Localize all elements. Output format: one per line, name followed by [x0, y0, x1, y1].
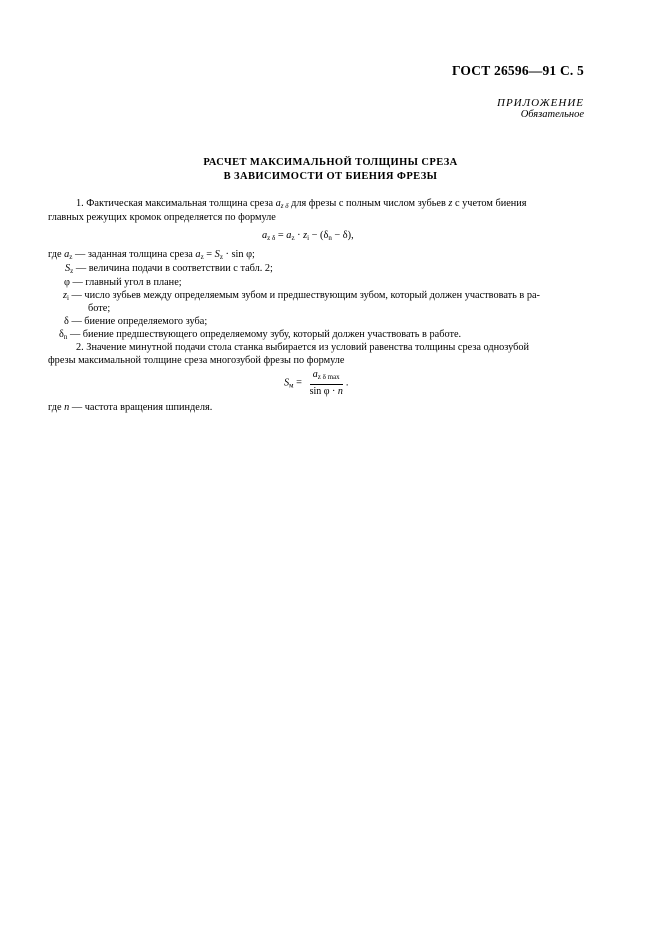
definition-sz: $S_z$ — величина подачи в соответствии с табл. 2;	[65, 263, 273, 275]
formula-1: $a_{z \delta} = a_z \cdot z_i - (\delta_n - \delta)$,	[262, 230, 354, 242]
appendix-title: ПРИЛОЖЕНИЕ	[497, 97, 584, 109]
definition-zi-continued: боте;	[88, 303, 111, 314]
definition-delta-n: $\delta_n$ — биение предшествующего определяемому зубу, который должен участвовать в работе.	[59, 329, 462, 341]
paragraph-2-line-2: фрезы максимальной толщине среза многозубой фрезы по формуле	[48, 355, 345, 366]
formula-2: $S_м$ = $\frac{a_{z \delta max}}{\text{sin φ · n}}$ .	[284, 369, 349, 397]
section-title-line-2: В ЗАВИСИМОСТИ ОТ БИЕНИЯ ФРЕЗЫ	[223, 171, 438, 182]
definition-delta: δ — биение определяемого зуба;	[64, 316, 208, 327]
paragraph-1-line-2: главных режущих кромок определяется по формуле	[48, 212, 276, 223]
section-title-line-1: РАСЧЕТ МАКСИМАЛЬНОЙ ТОЛЩИНЫ СРЕЗА	[203, 157, 458, 168]
paragraph-2-line-1: 2. Значение минутной подачи стола станка выбирается из условий равенства толщины среза однозубой	[76, 342, 530, 353]
paragraph-1-line-1: 1. Фактическая максимальная толщина среза $a_{z \delta}$ для фрезы с полным числом зубьев z с учетом биения	[76, 198, 527, 210]
appendix-subtitle: Обязательное	[520, 109, 584, 120]
definition-phi: φ — главный угол в плане;	[64, 277, 182, 288]
definition-zi: $z_i$ — число зубьев между определяемым зубом и предшествующим зубом, который должен участвовать в ра-	[63, 290, 540, 302]
document-header: ГОСТ 26596—91 С. 5	[451, 63, 584, 78]
definition-n: где n — частота вращения шпинделя.	[48, 402, 213, 413]
definition-az: где $a_z$ — заданная толщина среза $a_z = S_z \cdot \sin \varphi$;	[48, 249, 255, 261]
